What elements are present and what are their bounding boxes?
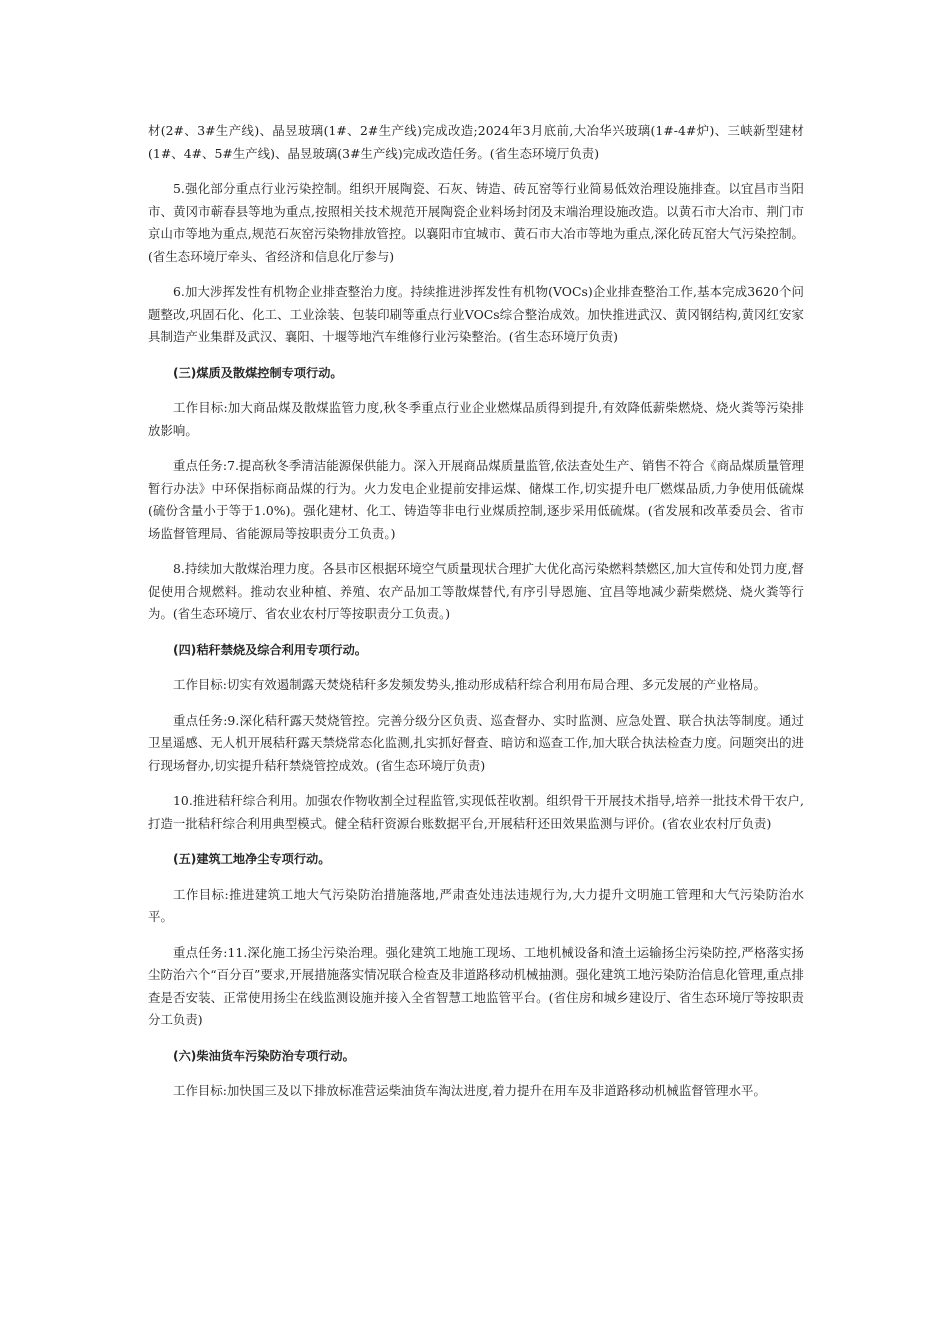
section-heading-3: (三)煤质及散煤控制专项行动。 — [173, 365, 343, 380]
paragraph-task-11: 重点任务:11.深化施工扬尘污染治理。强化建筑工地施工现场、工地机械设备和渣土运输扬尘污染防控,严格落实扬尘防治六个“百分百”要求,开展措施落实情况联合检查及非道路移动机械抽测。强化建筑工地污染防治信息化管理,重点排查是否安装、正常使用扬尘在线监测设施并接入全省智慧工地监管平台。(省住房和城乡建设厅、省生态环境厅等按职责分工负责) — [148, 944, 804, 1027]
paragraph-goal-5: 工作目标:推进建筑工地大气污染防治措施落地,严肃查处违法违规行为,大力提升文明施工管理和大气污染防治水平。 — [148, 886, 804, 924]
paragraph-task-5: 5.强化部分重点行业污染控制。组织开展陶瓷、石灰、铸造、砖瓦窑等行业简易低效治理设施排查。以宜昌市当阳市、黄冈市蕲春县等地为重点,按照相关技术规范开展陶瓷企业料场封闭及末端治理设施改造。以黄石市大冶市、荆门市京山市等地为重点,规范石灰窑污染物排放管控。以襄阳市宜城市、黄石市大冶市等地为重点,深化砖瓦窑大气污染控制。(省生态环境厅牵头、省经济和信息化厅参与) — [148, 181, 804, 264]
paragraph-task-8: 8.持续加大散煤治理力度。各县市区根据环境空气质量现状合理扩大优化高污染燃料禁燃区,加大宣传和处罚力度,督促使用合规燃料。推动农业种植、养殖、农产品加工等散煤替代,有序引导恩施、宜昌等地减少薪柴燃烧、烧火粪等行为。(省生态环境厅、省农业农村厅等按职责分工负责。) — [148, 561, 804, 621]
paragraph-goal-3: 工作目标:加大商品煤及散煤监管力度,秋冬季重点行业企业燃煤品质得到提升,有效降低薪柴燃烧、烧火粪等污染排放影响。 — [148, 400, 804, 438]
paragraph-goal-6: 工作目标:加快国三及以下排放标准营运柴油货车淘汰进度,着力提升在用车及非道路移动机械监督管理水平。 — [173, 1083, 766, 1098]
paragraph-task-6: 6.加大涉挥发性有机物企业排查整治力度。持续推进涉挥发性有机物(VOCs)企业排查整治工作,基本完成3620个问题整改,巩固石化、化工、工业涂装、包装印刷等重点行业VOCs综合整治成效。加快推进武汉、黄冈钢结构,黄冈红安家具制造产业集群及武汉、襄阳、十堰等地汽车维修行业污染整治。(省生态环境厅负责) — [148, 284, 804, 344]
paragraph-task-9: 重点任务:9.深化秸秆露天焚烧管控。完善分级分区负责、巡查督办、实时监测、应急处置、联合执法等制度。通过卫星遥感、无人机开展秸秆露天禁烧常态化监测,扎实抓好督查、暗访和巡查工作,加大联合执法检查力度。问题突出的进行现场督办,切实提升秸秆禁烧管控成效。(省生态环境厅负责) — [148, 712, 804, 773]
paragraph-task-7: 重点任务:7.提高秋冬季清洁能源保供能力。深入开展商品煤质量监管,依法查处生产、销售不符合《商品煤质量管理暂行办法》中环保指标商品煤的行为。火力发电企业提前安排运煤、储煤工作,切实提升电厂燃煤品质,力争使用低硫煤(硫份含量小于等于1.0%)。强化建材、化工、铸造等非电行业煤质控制,逐步采用低硫煤。(省发展和改革委员会、省市场监督管理局、省能源局等按职责分工负责。) — [148, 458, 804, 541]
document-page — [148, 120, 804, 1116]
paragraph-task-10: 10.推进秸秆综合利用。加强农作物收割全过程监管,实现低茬收割。组织骨干开展技术指导,培养一批技术骨干农户,打造一批秸秆综合利用典型模式。健全秸秆资源台账数据平台,开展秸秆还田效果监测与评价。(省农业农村厅负责) — [148, 793, 804, 831]
section-heading-4: (四)秸秆禁烧及综合利用专项行动。 — [173, 642, 367, 657]
paragraph-continuation: 材(2#、3#生产线)、晶昱玻璃(1#、2#生产线)完成改造;2024年3月底前,大冶华兴玻璃(1#-4#炉)、三峡新型建材(1#、4#、5#生产线)、晶昱玻璃(3#生产线)完成改造任务。(省生态环境厅负责) — [148, 123, 804, 161]
section-heading-6: (六)柴油货车污染防治专项行动。 — [173, 1048, 355, 1063]
paragraph-goal-4: 工作目标:切实有效遏制露天焚烧秸秆多发频发势头,推动形成秸秆综合利用布局合理、多元发展的产业格局。 — [173, 677, 766, 692]
section-heading-5: (五)建筑工地净尘专项行动。 — [173, 852, 331, 866]
